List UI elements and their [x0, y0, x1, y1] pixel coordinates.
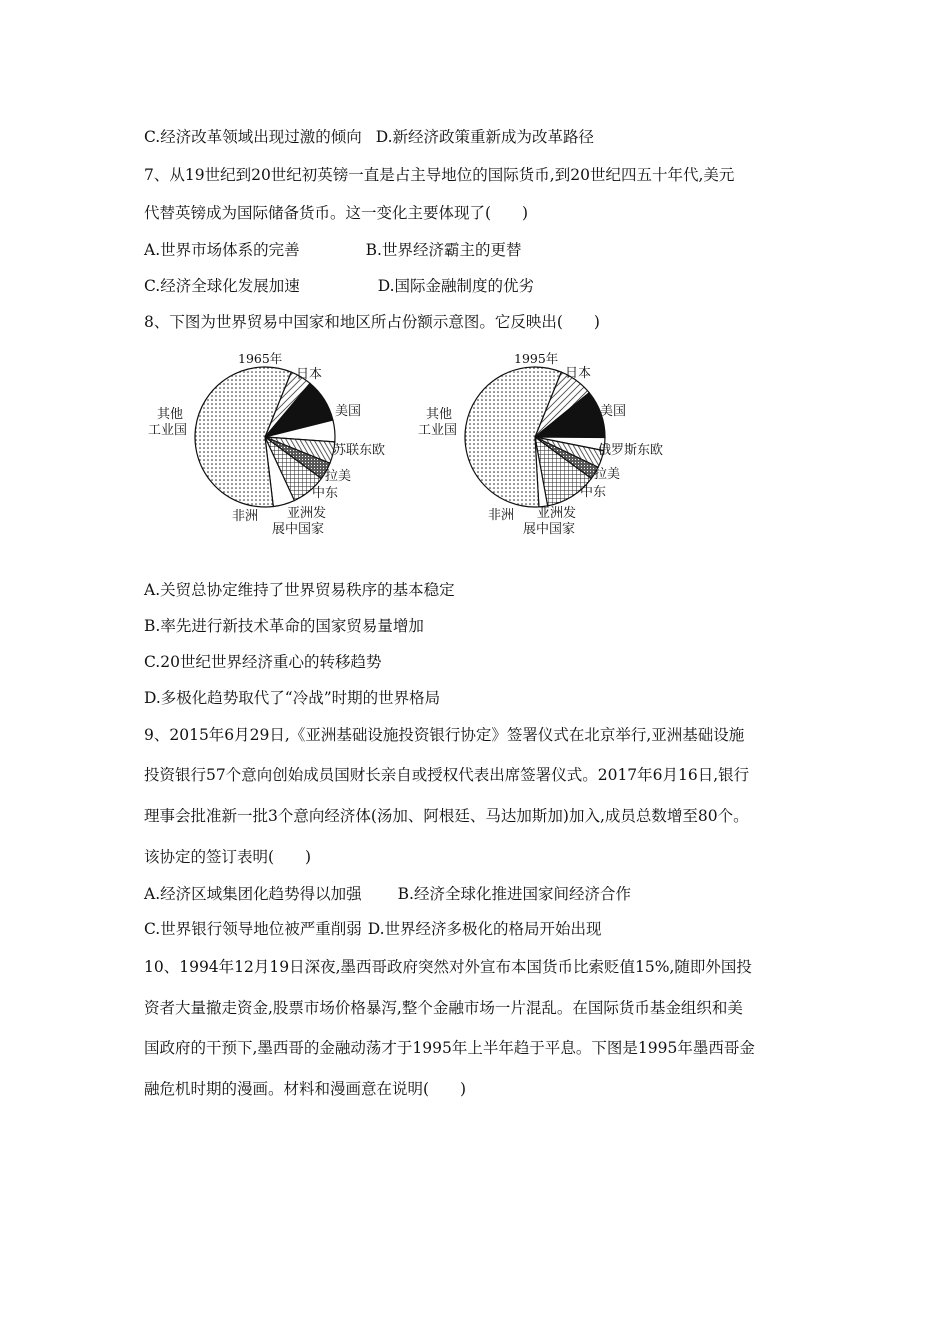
q10-stem-line2: 资者大量撤走资金,股票市场价格暴泻,整个金融市场一片混乱。在国际货币基金组织和美	[144, 999, 743, 1017]
pie-1965-label-asia-2: 展中国家	[272, 522, 325, 537]
q8-option-a: A.关贸总协定维持了世界贸易秩序的基本稳定	[144, 581, 455, 599]
pie-1995-title: 1995年	[514, 351, 559, 366]
pie-1965-label-latam: 拉美	[325, 469, 352, 484]
pie-1995-label-japan: 日本	[565, 366, 592, 381]
pie-1995-label-mideast: 中东	[580, 485, 607, 500]
q9-option-a: A.经济区域集团化趋势得以加强	[144, 885, 362, 903]
q9-options-ab	[144, 883, 631, 905]
pie-1995-label-east: 俄罗斯东欧	[598, 443, 664, 458]
q7-option-a: A.世界市场体系的完善	[144, 241, 300, 259]
pie-1965-title: 1965年	[238, 351, 283, 366]
q6-option-d: D.新经济政策重新成为改革路径	[375, 128, 595, 146]
pie-1995-label-usa: 美国	[600, 404, 627, 419]
pie-1965-label-other-1: 其他	[157, 407, 184, 422]
q6-option-line	[144, 126, 594, 148]
q7-options-ab	[144, 239, 521, 261]
q9-option-c: C.世界银行领导地位被严重削弱	[144, 920, 362, 938]
q7-option-c: C.经济全球化发展加速	[144, 277, 300, 295]
pie-1965-label-other-2: 工业国	[148, 423, 188, 438]
pie-1995-label-asia-2: 展中国家	[523, 522, 576, 537]
q7-option-d: D.国际金融制度的优劣	[377, 277, 535, 295]
q9-option-b: B.经济全球化推进国家间经济合作	[397, 885, 631, 903]
q8-option-d: D.多极化趋势取代了“冷战”时期的世界格局	[144, 689, 441, 707]
q10-stem-line4: 融危机时期的漫画。材料和漫画意在说明( )	[144, 1080, 467, 1098]
q7-options-cd	[144, 275, 534, 297]
q6-option-c: C.经济改革领域出现过激的倾向	[144, 128, 362, 146]
q9-stem-line4: 该协定的签订表明( )	[144, 848, 312, 866]
pie-1995-label-africa: 非洲	[488, 508, 515, 523]
q7-stem-line2: 代替英镑成为国际储备货币。这一变化主要体现了( )	[144, 204, 529, 222]
q8-stem: 8、下图为世界贸易中国家和地区所占份额示意图。它反映出( )	[144, 313, 600, 331]
q9-stem-line1: 9、2015年6月29日,《亚洲基础设施投资银行协定》签署仪式在北京举行,亚洲基础设施	[144, 726, 745, 744]
q8-option-c: C.20世纪世界经济重心的转移趋势	[144, 653, 382, 671]
pie-1965-label-mideast: 中东	[312, 486, 339, 501]
q8-option-b: B.率先进行新技术革命的国家贸易量增加	[144, 617, 424, 635]
pie-1965-label-japan: 日本	[296, 367, 323, 382]
q10-stem-line3: 国政府的干预下,墨西哥的金融动荡才于1995年上半年趋于平息。下图是1995年墨西哥金	[144, 1039, 755, 1057]
pie-1995-label-other-2: 工业国	[418, 423, 458, 438]
q9-stem-line3: 理事会批准新一批3个意向经济体(汤加、阿根廷、马达加斯加)加入,成员总数增至80个。	[144, 807, 749, 825]
q7-option-b: B.世界经济霸主的更替	[365, 241, 522, 259]
pie-1995-label-asia-1: 亚洲发	[537, 506, 577, 521]
q9-options-cd	[144, 918, 602, 940]
q10-stem-line1: 10、1994年12月19日深夜,墨西哥政府突然对外宣布本国货币比索贬值15%,随即外国投	[144, 958, 752, 976]
q7-stem-line1: 7、从19世纪到20世纪初英镑一直是占主导地位的国际货币,到20世纪四五十年代,美元	[144, 166, 735, 184]
pie-1995-label-latam: 拉美	[594, 467, 621, 482]
pie-1965-label-asia-1: 亚洲发	[287, 506, 327, 521]
pie-1995-label-other-1: 其他	[426, 407, 453, 422]
q9-stem-line2: 投资银行57个意向创始成员国财长亲自或授权代表出席签署仪式。2017年6月16日,银行	[144, 766, 750, 784]
pie-1965-label-usa: 美国	[335, 404, 362, 419]
q9-option-d: D.世界经济多极化的格局开始出现	[367, 920, 602, 938]
pie-1965-label-africa: 非洲	[232, 509, 259, 524]
pie-1965-label-east: 苏联东欧	[333, 443, 386, 458]
